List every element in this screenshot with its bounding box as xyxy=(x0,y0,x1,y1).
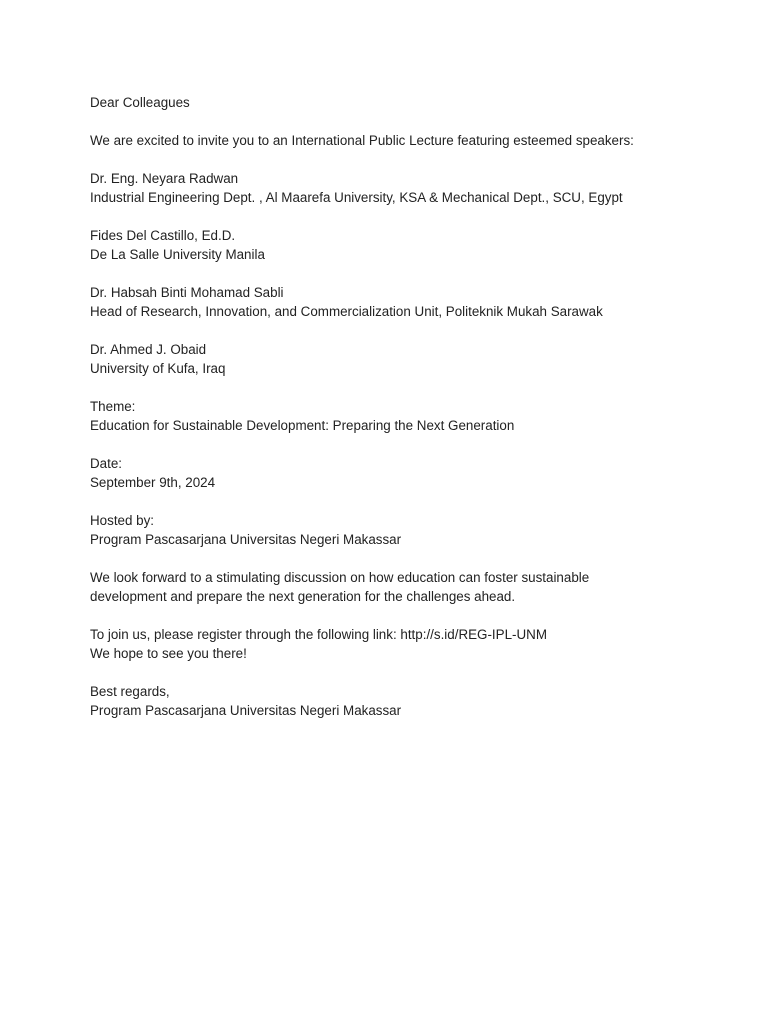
intro-text: We are excited to invite you to an International Public Lecture featuring esteemed speakers: xyxy=(90,133,634,148)
speaker-name: Dr. Habsah Binti Mohamad Sabli xyxy=(90,285,284,300)
host-value: Program Pascasarjana Universitas Negeri Makassar xyxy=(90,532,402,547)
hope-text: We hope to see you there! xyxy=(90,646,247,661)
sender-name: Program Pascasarjana Universitas Negeri Makassar xyxy=(90,703,402,718)
greeting: Dear Colleagues xyxy=(90,95,190,110)
theme-value: Education for Sustainable Development: Preparing the Next Generation xyxy=(90,418,515,433)
speaker-affiliation: Head of Research, Innovation, and Commercialization Unit, Politeknik Mukah Sarawak xyxy=(90,304,603,319)
speaker-block xyxy=(90,283,710,321)
intro-paragraph xyxy=(90,131,710,150)
host-block xyxy=(90,511,710,549)
date-value: September 9th, 2024 xyxy=(90,475,216,490)
registration-link[interactable]: http://s.id/REG-IPL-UNM xyxy=(400,627,547,642)
speaker-name: Fides Del Castillo, Ed.D. xyxy=(90,228,236,243)
theme-label: Theme: xyxy=(90,399,136,414)
closing-text: We look forward to a stimulating discussion on how education can foster sustainable development and prepare the next generation for the challenges ahead. xyxy=(90,570,590,604)
speaker-affiliation: Industrial Engineering Dept. , Al Maarefa University, KSA & Mechanical Dept., SCU, Egypt xyxy=(90,190,623,205)
theme-block xyxy=(90,397,710,435)
speaker-name: Dr. Eng. Neyara Radwan xyxy=(90,171,239,186)
date-label: Date: xyxy=(90,456,123,471)
invitation-letter xyxy=(90,93,710,739)
register-line xyxy=(90,625,710,644)
date-block xyxy=(90,454,710,492)
speaker-name: Dr. Ahmed J. Obaid xyxy=(90,342,207,357)
register-text: To join us, please register through the following link: xyxy=(90,627,401,642)
host-label: Hosted by: xyxy=(90,513,155,528)
speaker-affiliation: De La Salle University Manila xyxy=(90,247,265,262)
signoff-block xyxy=(90,682,710,720)
speaker-block xyxy=(90,169,710,207)
speaker-block xyxy=(90,226,710,264)
closing-paragraph xyxy=(90,568,710,606)
speaker-block xyxy=(90,340,710,378)
speaker-affiliation: University of Kufa, Iraq xyxy=(90,361,226,376)
greeting-paragraph xyxy=(90,93,710,112)
regards-text: Best regards, xyxy=(90,684,170,699)
register-block xyxy=(90,625,710,663)
